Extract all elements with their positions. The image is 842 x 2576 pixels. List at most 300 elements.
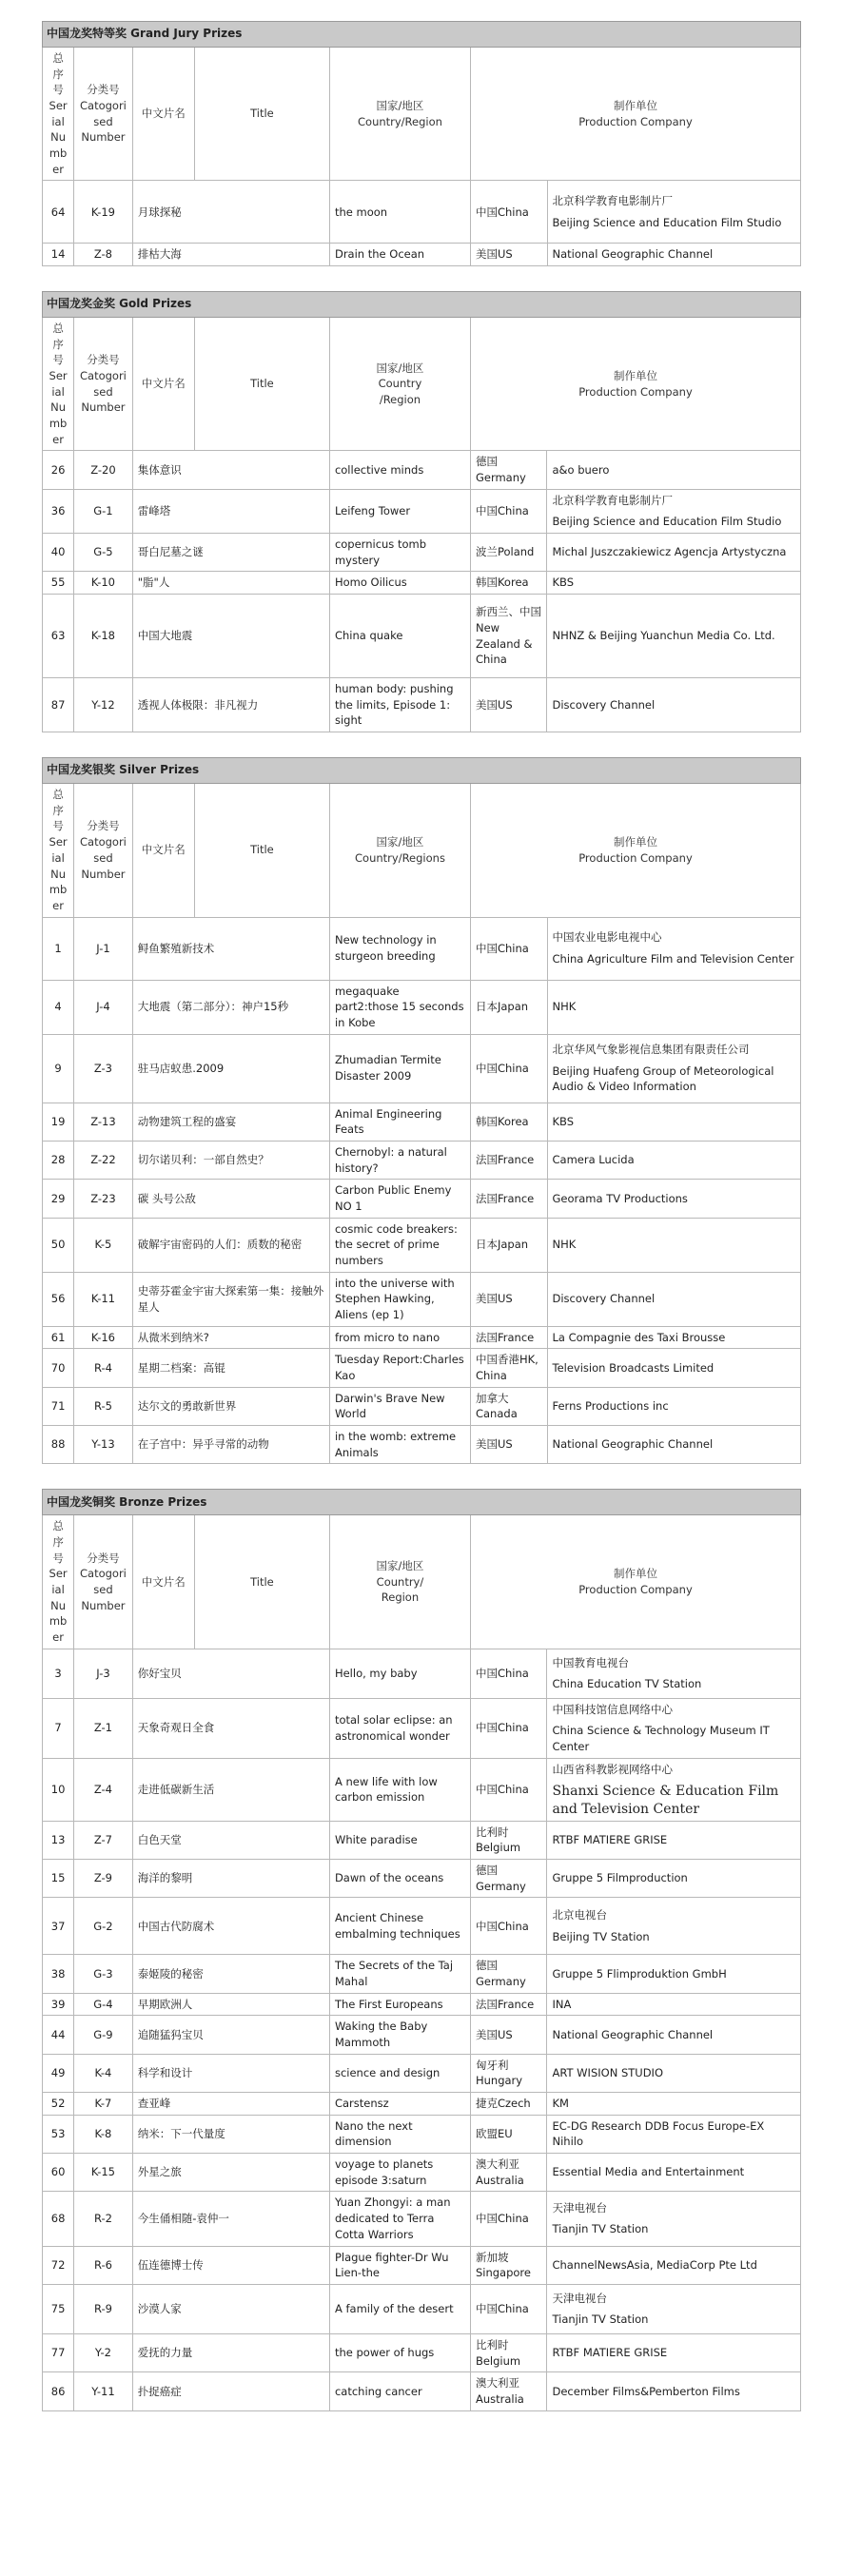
header-text: Production Company [578,114,693,128]
category-number: K-7 [74,2093,133,2116]
country-region [470,2093,547,2116]
company-text: NHNZ & Beijing Yuanchun Media Co. Ltd. [552,629,775,643]
country-text: 日本Japan [475,1000,529,1014]
chinese-title: 星期二档案：高锟 [132,1349,329,1387]
production-company [547,2054,801,2092]
country-region [470,2154,547,2192]
country-region [470,2054,547,2092]
category-number: Z-13 [74,1103,133,1141]
table-row [43,1898,801,1955]
country-region [470,1272,547,1326]
film-title: in the womb: extreme Animals [329,1425,470,1463]
company-text: Discovery Channel [552,697,656,712]
country-region [470,534,547,572]
country-region [470,1821,547,1859]
table-row [43,1698,801,1758]
country-text: 德国 [475,1864,498,1878]
country-text: Hungary [475,2074,523,2088]
production-company [547,1034,801,1103]
serial-number: 4 [43,980,74,1034]
production-company [547,1180,801,1218]
country-text: 比利时 [475,2337,509,2352]
production-company [547,2372,801,2410]
film-title: Carstensz [329,2093,470,2116]
country-text: 新西兰、中国 [475,605,541,619]
header-cn-title: 中文片名 [132,318,194,451]
serial-number: 55 [43,572,74,595]
country-region [470,2115,547,2153]
country-text: 中国China [475,2212,529,2226]
film-title: A new life with low carbon emission [329,1758,470,1821]
header-text: 国家/地区 [376,1558,424,1572]
table-row [43,1758,801,1821]
serial-number: 75 [43,2284,74,2333]
header-text: 国家/地区 [376,835,424,849]
country-region [470,572,547,595]
chinese-title: 破解宇宙密码的人们：质数的秘密 [132,1218,329,1272]
company-text: Gruppe 5 Flimproduktion GmbH [552,1966,727,1981]
film-title: voyage to planets episode 3:saturn [329,2154,470,2192]
header-text: Country/Regions [355,850,445,865]
country-text: 中国China [475,941,529,955]
country-region [470,1898,547,1955]
table-row [43,451,801,489]
production-company [547,1349,801,1387]
table-row [43,489,801,533]
header-title: Title [194,1515,329,1649]
table-row [43,2372,801,2410]
chinese-title: 动物建筑工程的盛宴 [132,1103,329,1141]
chinese-title: 泰姬陵的秘密 [132,1955,329,1993]
chinese-title: 排枯大海 [132,244,329,266]
table-row [43,2192,801,2246]
table-row [43,181,801,244]
category-number: K-15 [74,2154,133,2192]
serial-number: 71 [43,1387,74,1425]
company-text: Tianjin TV Station [552,2222,649,2236]
film-title: China quake [329,595,470,678]
header-text: Catogorised Number [80,369,127,415]
chinese-title: 从微米到纳米? [132,1326,329,1349]
table-row [43,572,801,595]
header-text: 制作单位 [613,99,657,113]
country-text: Singapore [475,2266,531,2280]
company-text: INA [552,1997,572,2011]
company-text: ART WISION STUDIO [552,2066,663,2080]
table-row [43,2333,801,2371]
header-category [74,784,133,917]
table-row [43,1955,801,1993]
table-row [43,1349,801,1387]
serial-number: 52 [43,2093,74,2116]
company-text: National Geographic Channel [552,1437,714,1452]
category-number: Z-4 [74,1758,133,1821]
film-title: total solar eclipse: an astronomical wonder [329,1698,470,1758]
header-text: 分类号 [87,819,120,833]
production-company [547,489,801,533]
film-title: Drain the Ocean [329,244,470,266]
company-text: Beijing TV Station [552,1929,650,1943]
film-title: New technology in sturgeon breeding [329,917,470,980]
section-gap [42,266,801,291]
header-serial [43,48,74,181]
chinese-title: 外星之旅 [132,2154,329,2192]
header-text: 分类号 [87,353,120,367]
production-company [547,1698,801,1758]
chinese-title: 史蒂芬霍金宇宙大探索第一集：接触外星人 [132,1272,329,1326]
serial-number: 26 [43,451,74,489]
table-row [43,2093,801,2116]
prize-table [42,291,801,732]
category-number: G-3 [74,1955,133,1993]
header-company [470,48,800,181]
chinese-title: 在子宫中：异乎寻常的动物 [132,1425,329,1463]
header-text: 分类号 [87,1551,120,1565]
chinese-title: 切尔诺贝利：一部自然史？ [132,1141,329,1179]
production-company [547,2115,801,2153]
chinese-title: 中国古代防腐术 [132,1898,329,1955]
serial-number: 72 [43,2246,74,2284]
header-title: Title [194,318,329,451]
section-caption: 中国龙奖铜奖 Bronze Prizes [43,1490,801,1515]
serial-number: 63 [43,595,74,678]
category-number: K-19 [74,181,133,244]
film-title: collective minds [329,451,470,489]
category-number: R-4 [74,1349,133,1387]
country-region [470,1326,547,1349]
table-row [43,2016,801,2054]
production-company [547,2016,801,2054]
serial-number: 15 [43,1860,74,1898]
company-text: 中国农业电影电视中心 [552,930,662,945]
table-row [43,534,801,572]
header-country [329,784,470,917]
country-region [470,1349,547,1387]
film-title: Tuesday Report:Charles Kao [329,1349,470,1387]
chinese-title: 海洋的黎明 [132,1860,329,1898]
header-text: Production Company [578,850,693,865]
country-region [470,489,547,533]
film-title: the moon [329,181,470,244]
country-text: New Zealand & China [475,620,533,667]
header-text: Serial Number [49,1567,68,1644]
production-company [547,980,801,1034]
country-text: 中国China [475,1919,529,1933]
film-title: Zhumadian Termite Disaster 2009 [329,1034,470,1103]
header-company [470,784,800,917]
table-row [43,1103,801,1141]
header-text: 制作单位 [613,369,657,383]
category-number: Z-3 [74,1034,133,1103]
country-text: 法国France [475,1153,535,1167]
header-text: Region [381,1590,420,1605]
production-company [547,1758,801,1821]
company-text: La Compagnie des Taxi Brousse [552,1330,726,1344]
production-company [547,917,801,980]
country-region [470,181,547,244]
company-text: December Films&Pemberton Films [552,2384,740,2398]
company-text: National Geographic Channel [552,2027,714,2041]
company-text: Beijing Science and Education Film Studio [552,515,782,529]
chinese-title: 透视人体极限：非凡视力 [132,678,329,732]
header-text: Country/ [376,1574,424,1589]
country-region [470,2372,547,2410]
country-text: 法国France [475,1330,535,1344]
category-number: Y-13 [74,1425,133,1463]
film-title: Plague fighter-Dr Wu Lien-the [329,2246,470,2284]
company-text: China Science & Technology Museum IT Center [552,1724,770,1754]
film-title: catching cancer [329,2372,470,2410]
film-title: Dawn of the oceans [329,1860,470,1898]
country-text: Belgium [475,2353,521,2368]
table-row [43,595,801,678]
table-row [43,1993,801,2016]
company-text: 北京电视台 [552,1908,607,1922]
country-text: 中国香港HK, China [475,1353,538,1382]
serial-number: 40 [43,534,74,572]
category-number: K-5 [74,1218,133,1272]
chinese-title: 今生俑相随-袁仲一 [132,2192,329,2246]
country-text: 韩国Korea [475,576,529,590]
category-number: Z-8 [74,244,133,266]
table-row [43,1821,801,1859]
chinese-title: 大地震（第二部分）：神户15秒 [132,980,329,1034]
header-country [329,1515,470,1649]
company-text: 中国教育电视台 [552,1655,629,1669]
category-number: R-6 [74,2246,133,2284]
country-text: 新加坡 [475,2250,509,2264]
category-number: K-11 [74,1272,133,1326]
category-number: G-9 [74,2016,133,2054]
header-text: Serial Number [49,99,68,176]
table-row [43,678,801,732]
header-text: Production Company [578,1582,693,1596]
table-row [43,1141,801,1179]
category-number: J-1 [74,917,133,980]
country-text: 美国US [475,697,513,712]
production-company [547,678,801,732]
header-text: Serial Number [49,369,68,446]
company-text: Ferns Productions inc [552,1398,669,1413]
company-text: Camera Lucida [552,1153,635,1167]
production-company [547,2333,801,2371]
chinese-title: 追随猛犸宝贝 [132,2016,329,2054]
company-text: Beijing Science and Education Film Studio [552,215,782,229]
film-title: into the universe with Stephen Hawking, Aliens (ep 1) [329,1272,470,1326]
prize-list [42,21,801,2411]
chinese-title: 达尔文的勇敢新世界 [132,1387,329,1425]
chinese-title: 你好宝贝 [132,1649,329,1698]
company-text: 山西省科教影视网络中心 [552,1762,673,1776]
country-text: 中国China [475,1061,529,1075]
header-text: 总序号 [52,51,64,97]
country-region [470,1218,547,1272]
chinese-title: 天象奇观日全食 [132,1698,329,1758]
production-company [547,181,801,244]
header-text: 制作单位 [613,1567,657,1581]
country-region [470,1955,547,1993]
film-title: White paradise [329,1821,470,1859]
film-title: science and design [329,2054,470,2092]
company-text: Georama TV Productions [552,1191,688,1205]
serial-number: 7 [43,1698,74,1758]
company-text: China Education TV Station [552,1677,702,1691]
production-company [547,1898,801,1955]
section-caption: 中国龙奖金奖 Gold Prizes [43,292,801,318]
category-number: Z-9 [74,1860,133,1898]
serial-number: 60 [43,2154,74,2192]
film-title: Waking the Baby Mammoth [329,2016,470,2054]
chinese-title: 爱抚的力量 [132,2333,329,2371]
prize-table [42,21,801,266]
category-number: Z-1 [74,1698,133,1758]
serial-number: 68 [43,2192,74,2246]
production-company [547,1103,801,1141]
country-text: 中国China [475,504,529,518]
chinese-title: 查亚峰 [132,2093,329,2116]
prize-table [42,757,801,1464]
table-row [43,1425,801,1463]
country-region [470,1649,547,1698]
country-text: 韩国Korea [475,1114,529,1128]
film-title: megaquake part2:those 15 seconds in Kobe [329,980,470,1034]
chinese-title: 驻马店蚁患.2009 [132,1034,329,1103]
serial-number: 10 [43,1758,74,1821]
table-row [43,2246,801,2284]
country-text: Australia [475,2391,524,2406]
header-cn-title: 中文片名 [132,48,194,181]
chinese-title: 雷峰塔 [132,489,329,533]
country-region [470,678,547,732]
table-row [43,244,801,266]
serial-number: 86 [43,2372,74,2410]
country-region [470,2284,547,2333]
film-title: Darwin's Brave New World [329,1387,470,1425]
country-region [470,1425,547,1463]
company-text: RTBF MATIERE GRISE [552,2346,668,2360]
country-region [470,595,547,678]
company-text: 天津电视台 [552,2200,607,2215]
category-number: R-2 [74,2192,133,2246]
company-text: Television Broadcasts Limited [552,1360,715,1375]
chinese-title: 白色天堂 [132,1821,329,1859]
company-text: Michal Juszczakiewicz Agencja Artystyczna [552,545,787,559]
header-row [43,318,801,451]
production-company [547,1272,801,1326]
chinese-title: 早期欧洲人 [132,1993,329,2016]
header-title: Title [194,48,329,181]
film-title: copernicus tomb mystery [329,534,470,572]
company-text: Shanxi Science & Education Film and Television Center [552,1784,779,1817]
serial-number: 70 [43,1349,74,1387]
header-text: 制作单位 [613,835,657,849]
production-company [547,2154,801,2192]
category-number: Z-22 [74,1141,133,1179]
table-row [43,917,801,980]
film-title: The Secrets of the Taj Mahal [329,1955,470,1993]
table-row [43,1218,801,1272]
country-region [470,2192,547,2246]
country-region [470,1103,547,1141]
serial-number: 61 [43,1326,74,1349]
category-number: R-5 [74,1387,133,1425]
header-text: /Region [379,393,421,407]
film-title: Nano the next dimension [329,2115,470,2153]
film-title: Chernobyl: a natural history? [329,1141,470,1179]
company-text: KBS [552,576,575,590]
header-category [74,318,133,451]
category-number: Z-7 [74,1821,133,1859]
country-text: 比利时 [475,1825,509,1839]
category-number: K-16 [74,1326,133,1349]
country-text: 加拿大Canada [475,1391,518,1421]
chinese-title: 集体意识 [132,451,329,489]
country-text: 中国China [475,205,529,219]
country-text: 日本Japan [475,1238,529,1252]
category-number: J-4 [74,980,133,1034]
category-number: Y-12 [74,678,133,732]
header-text: Catogorised Number [80,835,127,881]
header-category [74,1515,133,1649]
table-row [43,1034,801,1103]
film-title: A family of the desert [329,2284,470,2333]
country-region [470,1180,547,1218]
serial-number: 38 [43,1955,74,1993]
country-text: 美国US [475,2027,513,2041]
table-row [43,1387,801,1425]
table-row [43,1649,801,1698]
film-title: Yuan Zhongyi: a man dedicated to Terra Cotta Warriors [329,2192,470,2246]
serial-number: 50 [43,1218,74,1272]
serial-number: 37 [43,1898,74,1955]
header-country [329,48,470,181]
serial-number: 49 [43,2054,74,2092]
category-number: Z-23 [74,1180,133,1218]
production-company [547,572,801,595]
country-text: 德国 [475,1959,498,1973]
section-caption: 中国龙奖银奖 Silver Prizes [43,758,801,784]
country-text: Germany [475,471,526,485]
country-text: 欧盟EU [475,2127,513,2141]
production-company [547,534,801,572]
production-company [547,1387,801,1425]
company-text: RTBF MATIERE GRISE [552,1833,668,1847]
film-title: human body: pushing the limits, Episode 1: sight [329,678,470,732]
company-text: KM [552,2097,569,2111]
production-company [547,1993,801,2016]
serial-number: 64 [43,181,74,244]
country-text: 法国France [475,1191,535,1205]
company-text: 北京华风气象影视信息集团有限责任公司 [552,1043,750,1057]
serial-number: 13 [43,1821,74,1859]
chinese-title: 哥白尼墓之谜 [132,534,329,572]
production-company [547,2192,801,2246]
country-region [470,917,547,980]
chinese-title: 伍连德博士传 [132,2246,329,2284]
header-country [329,318,470,451]
category-number: K-18 [74,595,133,678]
header-text: Country/Region [358,114,442,128]
category-number: G-5 [74,534,133,572]
production-company [547,1326,801,1349]
production-company [547,244,801,266]
company-text: a&o buero [552,462,610,477]
country-text: 美国US [475,1437,513,1452]
category-number: J-3 [74,1649,133,1698]
serial-number: 9 [43,1034,74,1103]
country-region [470,2333,547,2371]
table-row [43,2284,801,2333]
